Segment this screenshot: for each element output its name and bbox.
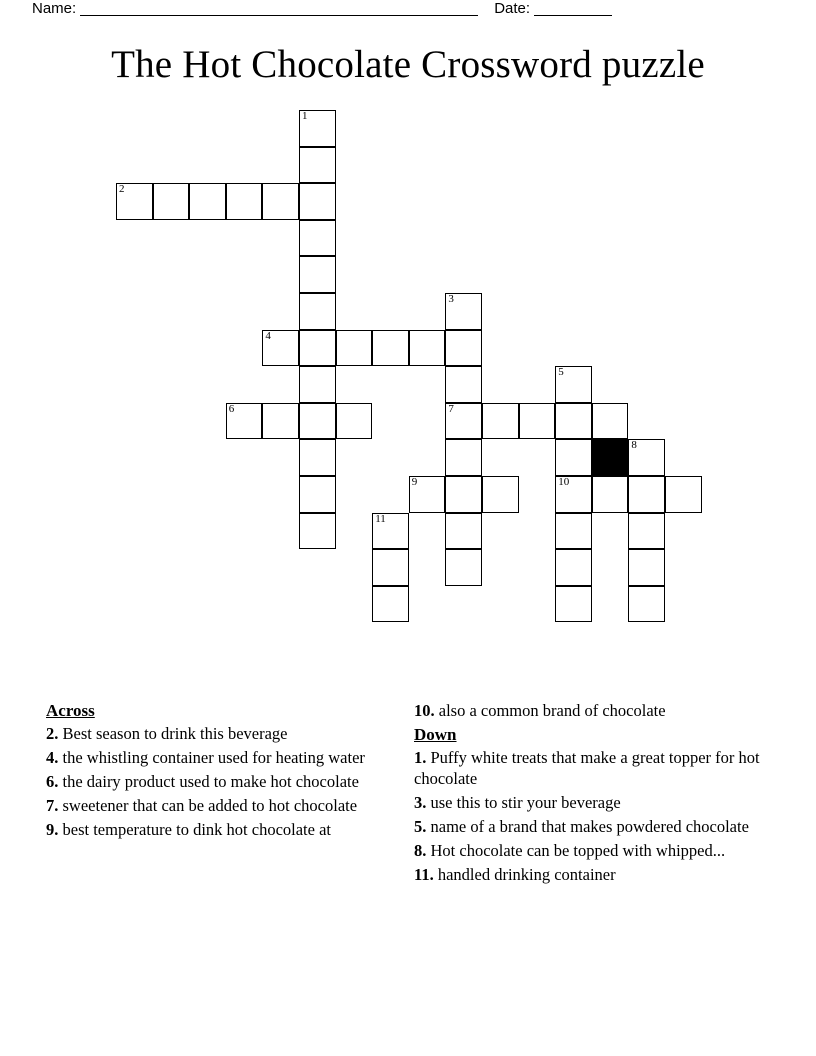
grid-cell[interactable] [445, 403, 482, 440]
grid-cell[interactable] [299, 476, 336, 513]
grid-cell[interactable] [299, 220, 336, 257]
clue-text: Best season to drink this beverage [62, 723, 288, 743]
grid-cell[interactable] [299, 366, 336, 403]
grid-cell[interactable] [299, 513, 336, 550]
grid-cell-number: 7 [448, 402, 454, 415]
grid-cell[interactable] [299, 183, 336, 220]
clue-text: use this to stir your beverage [430, 793, 621, 813]
grid-cell[interactable] [628, 439, 665, 476]
grid-cell[interactable] [409, 476, 446, 513]
page-title: The Hot Chocolate Crossword puzzle [111, 43, 705, 86]
clue-number: 3. [414, 793, 431, 813]
across-clues-column [46, 700, 406, 889]
grid-cell[interactable] [372, 549, 409, 586]
grid-cell[interactable] [153, 183, 190, 220]
grid-cell[interactable] [445, 366, 482, 403]
grid-cell[interactable] [445, 549, 482, 586]
clue-item [414, 792, 774, 813]
grid-cell-number: 11 [375, 512, 386, 525]
clue-item [414, 840, 774, 861]
grid-cell[interactable] [336, 330, 373, 367]
grid-cell[interactable] [299, 439, 336, 476]
clue-text: handled drinking container [437, 865, 616, 885]
grid-cell[interactable] [628, 476, 665, 513]
grid-cell-number: 10 [558, 476, 570, 488]
down-heading: Down [414, 725, 457, 745]
grid-cell[interactable] [445, 513, 482, 550]
clue-item [46, 747, 406, 768]
clue-number: 7. [46, 796, 63, 816]
grid-cell[interactable] [226, 183, 263, 220]
grid-cell[interactable] [262, 330, 299, 367]
grid-cell[interactable] [555, 476, 592, 513]
grid-cell[interactable] [262, 183, 299, 220]
clue-text: Hot chocolate can be topped with whipped... [430, 841, 726, 861]
clue-text: sweetener that can be added to hot chocolate [62, 796, 358, 816]
across-heading: Across [46, 701, 95, 720]
grid-cell[interactable] [299, 256, 336, 293]
clue-number: 8. [414, 841, 431, 861]
grid-cell[interactable] [372, 513, 409, 550]
clue-item [414, 864, 774, 885]
clue-item [46, 723, 406, 744]
across-clue-list [46, 723, 406, 841]
grid-cell[interactable] [555, 439, 592, 476]
grid-cell-number: 5 [558, 366, 564, 379]
down-clues-column [414, 700, 774, 889]
clue-number: 9. [46, 820, 63, 840]
grid-cell[interactable] [299, 293, 336, 330]
grid-cell[interactable] [628, 513, 665, 550]
grid-cell[interactable] [665, 476, 702, 513]
grid-cell[interactable] [226, 403, 263, 440]
clue-text: also a common brand of chocolate [438, 701, 666, 720]
grid-cell[interactable] [189, 183, 226, 220]
grid-cell[interactable] [555, 586, 592, 623]
grid-cell[interactable] [628, 586, 665, 623]
grid-cell-blocked [592, 439, 629, 476]
grid-cell[interactable] [116, 183, 153, 220]
grid-cell-number: 4 [265, 329, 271, 342]
grid-cell[interactable] [555, 366, 592, 403]
grid-cell[interactable] [519, 403, 556, 440]
clue-text: the whistling container used for heating water [62, 747, 365, 767]
grid-cell[interactable] [409, 330, 446, 367]
grid-cell-number: 2 [119, 183, 125, 196]
grid-cell[interactable] [445, 439, 482, 476]
grid-cell[interactable] [372, 586, 409, 623]
grid-cell[interactable] [372, 330, 409, 367]
across-clue-overflow [414, 700, 774, 721]
clues-section [0, 700, 816, 889]
grid-cell[interactable] [555, 403, 592, 440]
grid-cell[interactable] [555, 513, 592, 550]
clue-number: 2. [46, 723, 63, 743]
grid-cell[interactable] [299, 110, 336, 147]
grid-cell[interactable] [445, 476, 482, 513]
grid-cell-number: 9 [411, 476, 418, 488]
clue-text: the dairy product used to make hot chocolate [62, 771, 359, 791]
clue-text: Puffy white treats that make a great topper for hot chocolate [414, 747, 760, 788]
clue-text: name of a brand that makes powdered chocolate [430, 817, 749, 837]
grid-cell-number: 3 [448, 293, 454, 305]
grid-cell[interactable] [555, 549, 592, 586]
clue-number: 6. [46, 771, 63, 791]
clue-item [46, 819, 406, 840]
grid-cell[interactable] [299, 403, 336, 440]
clue-item [414, 700, 774, 721]
grid-cell[interactable] [262, 403, 299, 440]
clue-item [414, 816, 774, 837]
grid-cell[interactable] [445, 330, 482, 367]
grid-cell[interactable] [445, 293, 482, 330]
grid-cell[interactable] [482, 476, 519, 513]
clue-number: 10. [414, 701, 439, 720]
clue-item [46, 795, 406, 816]
grid-cell-number: 6 [228, 402, 235, 415]
grid-cell-number: 8 [631, 439, 637, 452]
clue-number: 4. [46, 747, 63, 767]
clue-number: 1. [414, 747, 431, 767]
date-label: Date: [494, 0, 531, 17]
clue-item [414, 747, 774, 789]
clue-text: best temperature to dink hot chocolate at [62, 820, 331, 840]
grid-cell[interactable] [299, 330, 336, 367]
clue-number: 5. [414, 817, 431, 837]
clue-item [46, 771, 406, 792]
clue-number: 11. [414, 865, 438, 885]
grid-cell[interactable] [592, 476, 629, 513]
down-clue-list [414, 747, 774, 886]
grid-cell-number: 1 [302, 110, 308, 122]
grid-cell[interactable] [482, 403, 519, 440]
grid-cell[interactable] [592, 403, 629, 440]
grid-cell[interactable] [628, 549, 665, 586]
grid-cell[interactable] [299, 147, 336, 184]
name-label: Name: [32, 0, 77, 17]
grid-cell[interactable] [336, 403, 373, 440]
